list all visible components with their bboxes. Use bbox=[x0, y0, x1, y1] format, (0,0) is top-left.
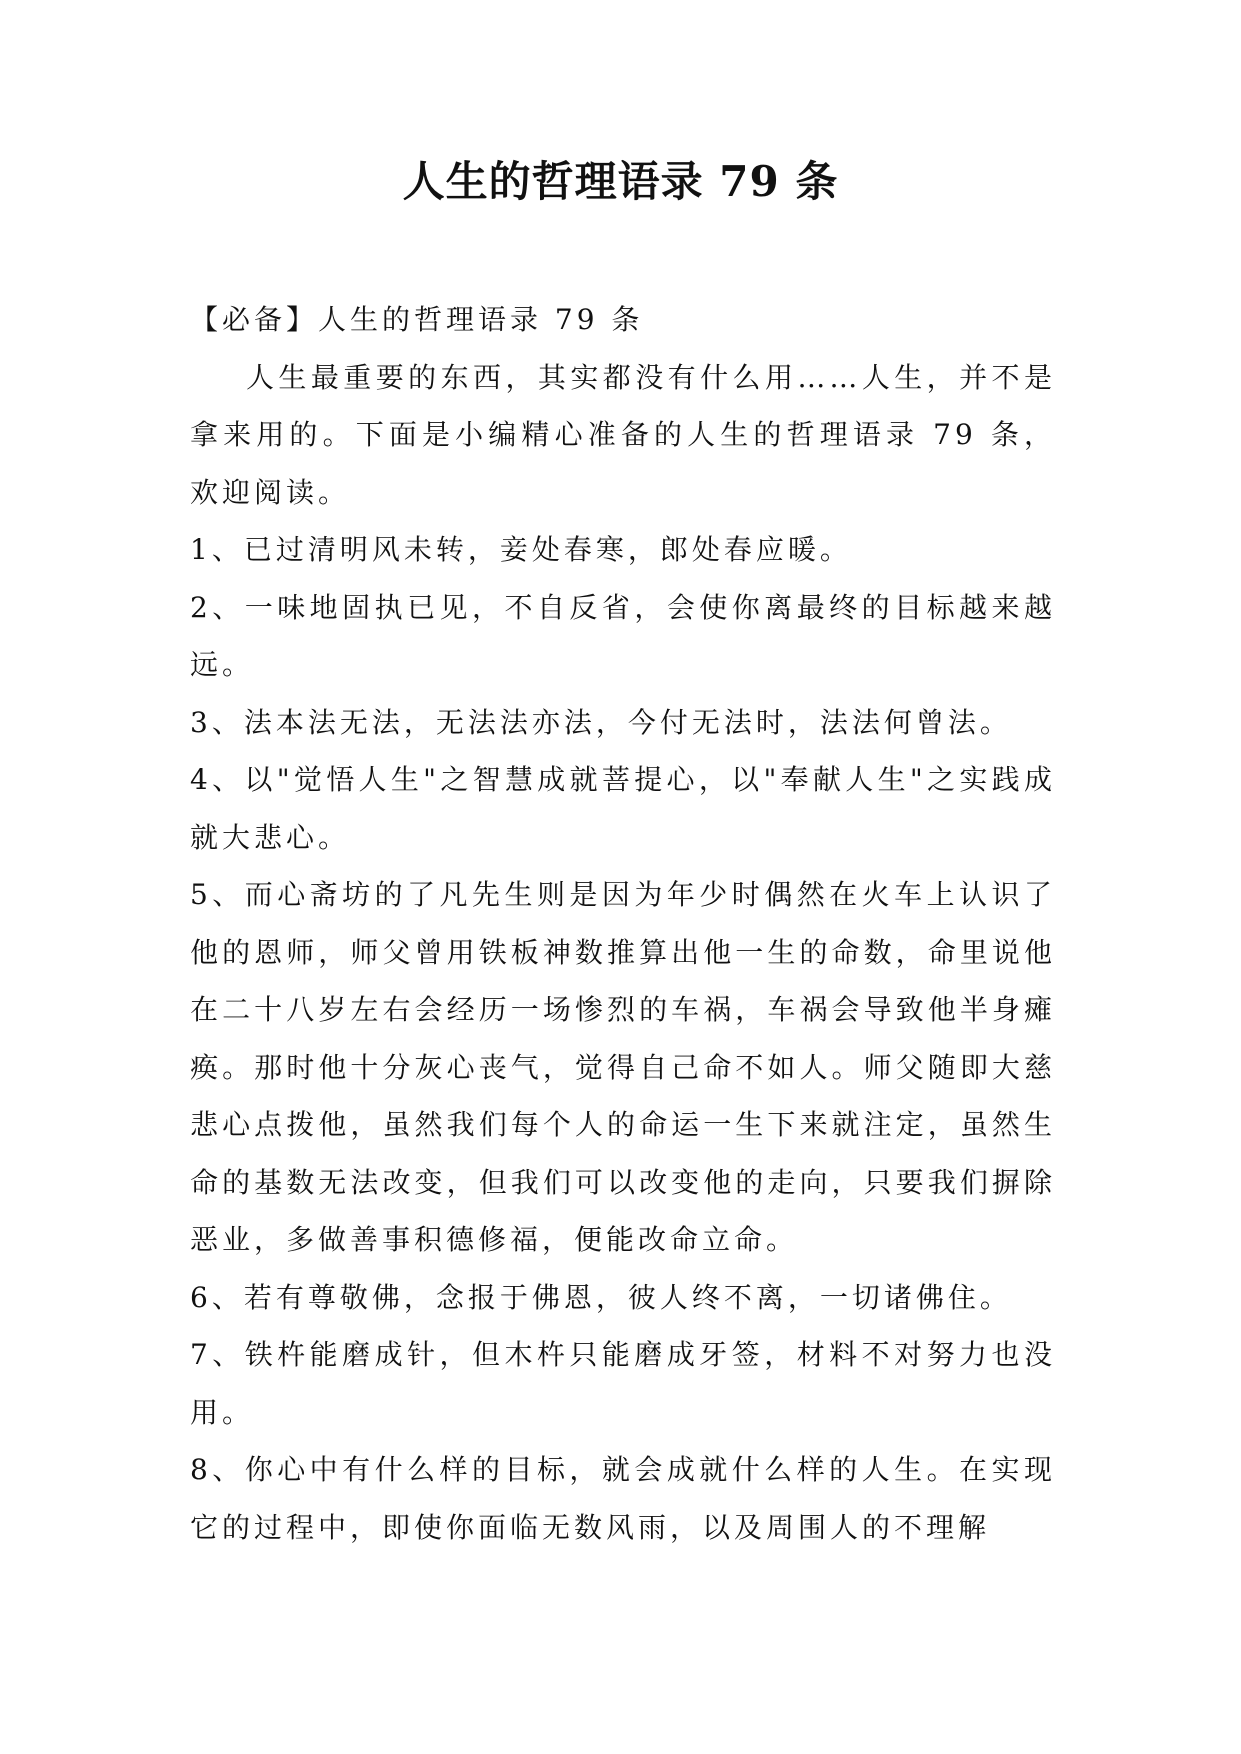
document-body bbox=[190, 291, 1056, 1556]
quote-item-8: 8、你心中有什么样的目标，就会成就什么样的人生。在实现它的过程中，即使你面临无数风雨，以及周围人的不理解 bbox=[190, 1453, 1056, 1544]
quote-item-1: 1、已过清明风未转，妾处春寒，郎处春应暖。 bbox=[190, 533, 852, 566]
quote-item-4: 4、以"觉悟人生"之智慧成就菩提心，以"奉献人生"之实践成就大悲心。 bbox=[190, 763, 1056, 854]
document-subtitle: 【必备】人生的哲理语录 79 条 bbox=[190, 303, 644, 336]
quote-item-2: 2、一味地固执已见，不自反省，会使你离最终的目标越来越远。 bbox=[190, 590, 1056, 681]
quote-item-3: 3、法本法无法，无法法亦法，今付无法时，法法何曾法。 bbox=[190, 705, 1012, 739]
quote-item-5: 5、而心斋坊的了凡先生则是因为年少时偶然在火车上认识了他的恩师，师父曾用铁板神数推算出他一生的命数，命里说他在二十八岁左右会经历一场惨烈的车祸，车祸会导致他半身瘫痪。那时他十分灰心丧气，觉得自己命不如人。师父随即大慈悲心点拨他，虽然我们每个人的命运一生下来就注定，虽然生命的基数无法改变，但我们可以改变他的走向，只要我们摒除恶业，多做善事积德修福，便能改命立命。 bbox=[190, 878, 1056, 1256]
quote-item-7: 7、铁杵能磨成针，但木杵只能磨成牙签，材料不对努力也没用。 bbox=[190, 1338, 1056, 1429]
quote-item-6: 6、若有尊敬佛，念报于佛恩，彼人终不离，一切诸佛住。 bbox=[190, 1280, 1012, 1314]
document-title: 人生的哲理语录 79 条 bbox=[402, 157, 839, 206]
intro-paragraph: 人生最重要的东西，其实都没有什么用……人生，并不是拿来用的。下面是小编精心准备的人生的哲理语录 79 条，欢迎阅读。 bbox=[190, 360, 1056, 509]
